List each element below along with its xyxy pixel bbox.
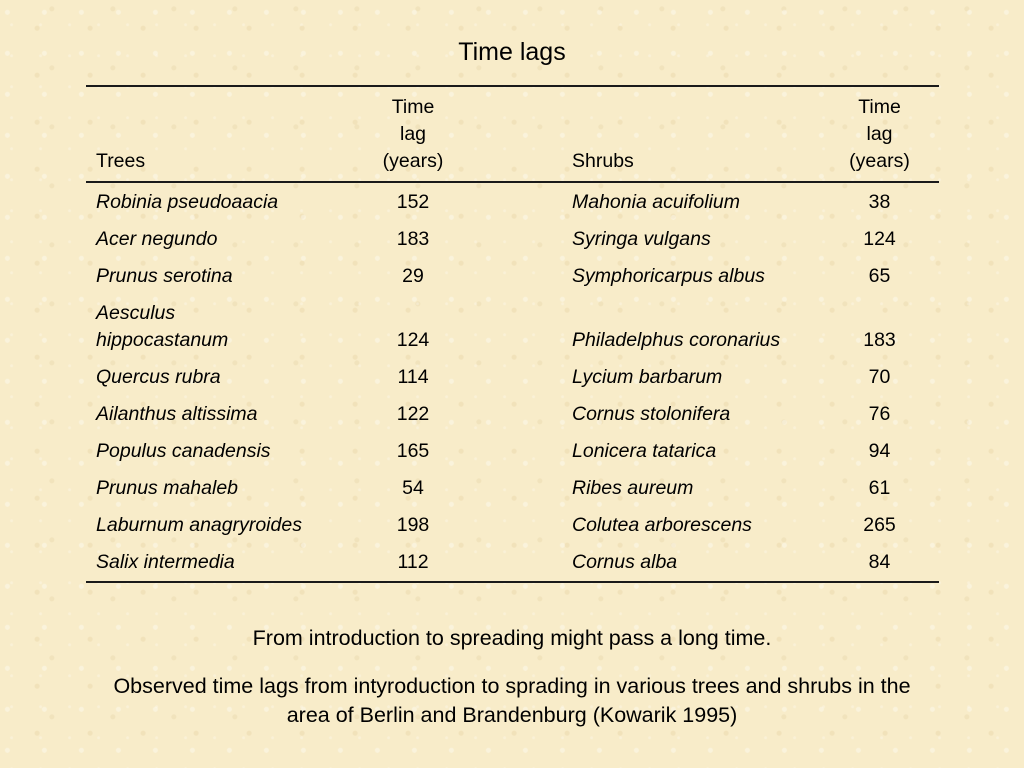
header-shrub-time-lag	[820, 86, 939, 182]
row-spacer	[468, 359, 562, 396]
tree-name: Prunus mahaleb	[96, 477, 239, 499]
header-shrub-time-lag-line: Time	[858, 96, 901, 118]
tree-time-lag: 124	[396, 329, 430, 351]
table-row	[86, 295, 939, 359]
shrub-time-lag: 38	[868, 191, 891, 213]
shrub-time-lag: 124	[863, 228, 896, 250]
tree-name: Laburnum anagryroides	[96, 514, 302, 536]
tree-name: Prunus serotina	[96, 265, 233, 287]
shrub-time-lag: 65	[868, 265, 891, 287]
header-trees: Trees	[86, 86, 358, 182]
header-tree-time-lag-line: (years)	[382, 150, 444, 172]
tree-name: Populus canadensis	[96, 440, 271, 462]
header-row	[86, 86, 939, 182]
shrub-time-lag: 94	[868, 440, 891, 462]
row-spacer	[468, 544, 562, 582]
table-row	[86, 258, 939, 295]
tree-name: Acer negundo	[96, 228, 218, 250]
header-shrub-time-lag-line: (years)	[849, 150, 910, 172]
shrub-time-lag: 183	[863, 329, 896, 351]
table-body	[86, 182, 939, 582]
shrub-name: Colutea arborescens	[572, 514, 752, 536]
shrub-name: Cornus stolonifera	[572, 403, 731, 425]
table-row	[86, 433, 939, 470]
row-spacer	[468, 295, 562, 359]
tree-name	[86, 295, 358, 359]
row-spacer	[468, 258, 562, 295]
header-tree-time-lag	[358, 86, 468, 182]
header-shrub-time-lag-line: lag	[866, 123, 893, 145]
table-row	[86, 470, 939, 507]
shrub-name: Mahonia acuifolium	[572, 191, 741, 213]
table-row	[86, 182, 939, 221]
slide-title: Time lags	[458, 38, 566, 66]
shrub-name: Ribes aureum	[572, 477, 694, 499]
time-lag-table	[86, 85, 939, 583]
time-lag-table-container	[86, 85, 939, 583]
table-row	[86, 396, 939, 433]
tree-time-lag: 198	[396, 514, 430, 536]
tree-time-lag: 114	[397, 366, 429, 388]
shrub-name: Lycium barbarum	[572, 366, 723, 388]
shrub-time-lag: 84	[868, 551, 891, 573]
shrub-name: Cornus alba	[572, 551, 678, 573]
caption-source: Observed time lags from intyroduction to sprading in various trees and shrubs in the area of Berlin and Brandenburg (Kowarik 1995)	[113, 674, 911, 727]
shrub-name: Symphoricarpus albus	[572, 265, 765, 287]
row-spacer	[468, 396, 562, 433]
shrub-time-lag: 61	[868, 477, 891, 499]
shrub-time-lag: 265	[863, 514, 896, 536]
table-row	[86, 221, 939, 258]
header-spacer	[468, 86, 562, 182]
shrub-name: Syringa vulgans	[572, 228, 711, 250]
table-header	[86, 86, 939, 182]
caption-introduction: From introduction to spreading might pass a long time.	[252, 626, 772, 650]
shrub-name: Lonicera tatarica	[572, 440, 717, 462]
row-spacer	[468, 221, 562, 258]
tree-time-lag: 165	[396, 440, 430, 462]
tree-time-lag: 29	[402, 265, 424, 287]
tree-time-lag: 183	[396, 228, 430, 250]
row-spacer	[468, 507, 562, 544]
tree-time-lag: 152	[396, 191, 430, 213]
header-shrubs: Shrubs	[562, 86, 820, 182]
tree-name: Quercus rubra	[96, 366, 221, 388]
tree-name: Salix intermedia	[96, 551, 235, 573]
row-spacer	[468, 182, 562, 221]
table-row	[86, 544, 939, 582]
tree-time-lag: 54	[402, 477, 424, 499]
row-spacer	[468, 433, 562, 470]
shrub-time-lag: 70	[868, 366, 891, 388]
table-row	[86, 359, 939, 396]
shrub-time-lag: 76	[868, 403, 891, 425]
shrub-name: Philadelphus coronarius	[572, 329, 781, 351]
row-spacer	[468, 470, 562, 507]
tree-name-text: Aesculus hippocastanum	[96, 302, 229, 351]
header-tree-time-lag-line: Time	[391, 96, 435, 118]
tree-name: Robinia pseudoaacia	[96, 191, 279, 213]
tree-time-lag: 112	[397, 551, 429, 573]
tree-time-lag: 122	[396, 403, 430, 425]
table-row	[86, 507, 939, 544]
tree-name: Ailanthus altissima	[96, 403, 258, 425]
header-tree-time-lag-line: lag	[399, 123, 427, 145]
